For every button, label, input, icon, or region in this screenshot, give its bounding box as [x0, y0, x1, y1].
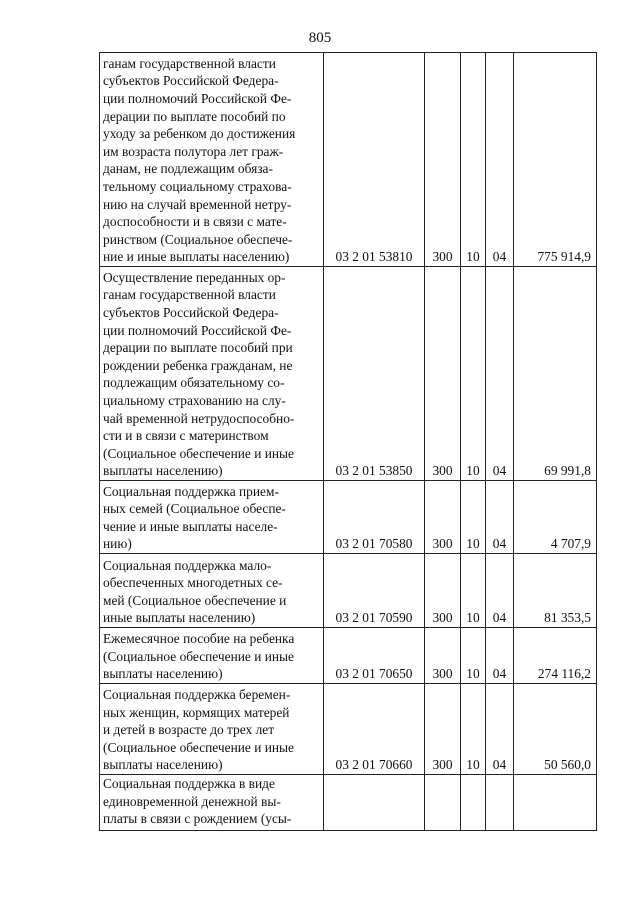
subsection-code — [486, 775, 514, 831]
amount: 50 560,0 — [514, 684, 597, 775]
row-description: Ежемесячное пособие на ребенка (Социальное обеспечение и иные выплаты населению) — [100, 628, 324, 684]
section-code: 10 — [461, 684, 486, 775]
amount: 69 991,8 — [514, 267, 597, 481]
table-row — [100, 684, 597, 775]
section-code: 10 — [461, 554, 486, 628]
section-code: 10 — [461, 628, 486, 684]
amount: 4 707,9 — [514, 481, 597, 554]
section-code: 10 — [461, 53, 486, 267]
table-row — [100, 554, 597, 628]
amount: 81 353,5 — [514, 554, 597, 628]
subsection-code: 04 — [486, 481, 514, 554]
row-description: Социальная поддержка прием- ных семей (Социальное обеспе- чение и иные выплаты населе- нию) — [100, 481, 324, 554]
row-description: Социальная поддержка беремен- ных женщин, кормящих матерей и детей в возрасте до трех лет (Социальное обеспечение и иные выплаты населению) — [100, 684, 324, 775]
amount: 274 116,2 — [514, 628, 597, 684]
subsection-code: 04 — [486, 684, 514, 775]
section-code: 10 — [461, 481, 486, 554]
expense-type-code: 300 — [425, 628, 461, 684]
subsection-code: 04 — [486, 53, 514, 267]
target-article-code: 03 2 01 70580 — [324, 481, 425, 554]
page-number: 805 — [308, 30, 332, 46]
target-article-code: 03 2 01 70660 — [324, 684, 425, 775]
subsection-code: 04 — [486, 554, 514, 628]
section-code — [461, 775, 486, 831]
target-article-code — [324, 775, 425, 831]
row-description: Социальная поддержка в виде единовременной денежной вы- платы в связи с рождением (усы- — [100, 775, 324, 831]
target-article-code: 03 2 01 53810 — [324, 53, 425, 267]
table-row — [100, 481, 597, 554]
target-article-code: 03 2 01 70590 — [324, 554, 425, 628]
table-row — [100, 267, 597, 481]
section-code: 10 — [461, 267, 486, 481]
subsection-code: 04 — [486, 628, 514, 684]
row-description: Социальная поддержка мало- обеспеченных многодетных се- мей (Социальное обеспечение и иные выплаты населению) — [100, 554, 324, 628]
subsection-code: 04 — [486, 267, 514, 481]
table-row — [100, 628, 597, 684]
amount — [514, 775, 597, 831]
budget-table — [99, 52, 597, 831]
expense-type-code: 300 — [425, 684, 461, 775]
row-description: Осуществление переданных ор- ганам государственной власти субъектов Российской Федера- ции полномочий Российской Фе- дерации по выплате пособий при рождении ребенка гражданам, не подлежащим обязательному со- циальному страхованию на слу- чай временной нетрудоспособно- сти и в связи с материнством (Социальное обеспечение и иные выплаты населению) — [100, 267, 324, 481]
target-article-code: 03 2 01 53850 — [324, 267, 425, 481]
table-row — [100, 53, 597, 267]
target-article-code: 03 2 01 70650 — [324, 628, 425, 684]
row-description: ганам государственной власти субъектов Российской Федера- ции полномочий Российской Фе- дерации по выплате пособий по уходу за ребенком до достижения им возраста полутора лет граж- данам, не подлежащим обяза- тельному социальному страхова- нию на случай временной нетру- доспособности и в связи с мате- ринством (Социальное обеспече- ние и иные выплаты населению) — [100, 53, 324, 267]
amount: 775 914,9 — [514, 53, 597, 267]
expense-type-code: 300 — [425, 554, 461, 628]
expense-type-code: 300 — [425, 481, 461, 554]
expense-type-code: 300 — [425, 53, 461, 267]
expense-type-code — [425, 775, 461, 831]
table-row — [100, 775, 597, 831]
expense-type-code: 300 — [425, 267, 461, 481]
